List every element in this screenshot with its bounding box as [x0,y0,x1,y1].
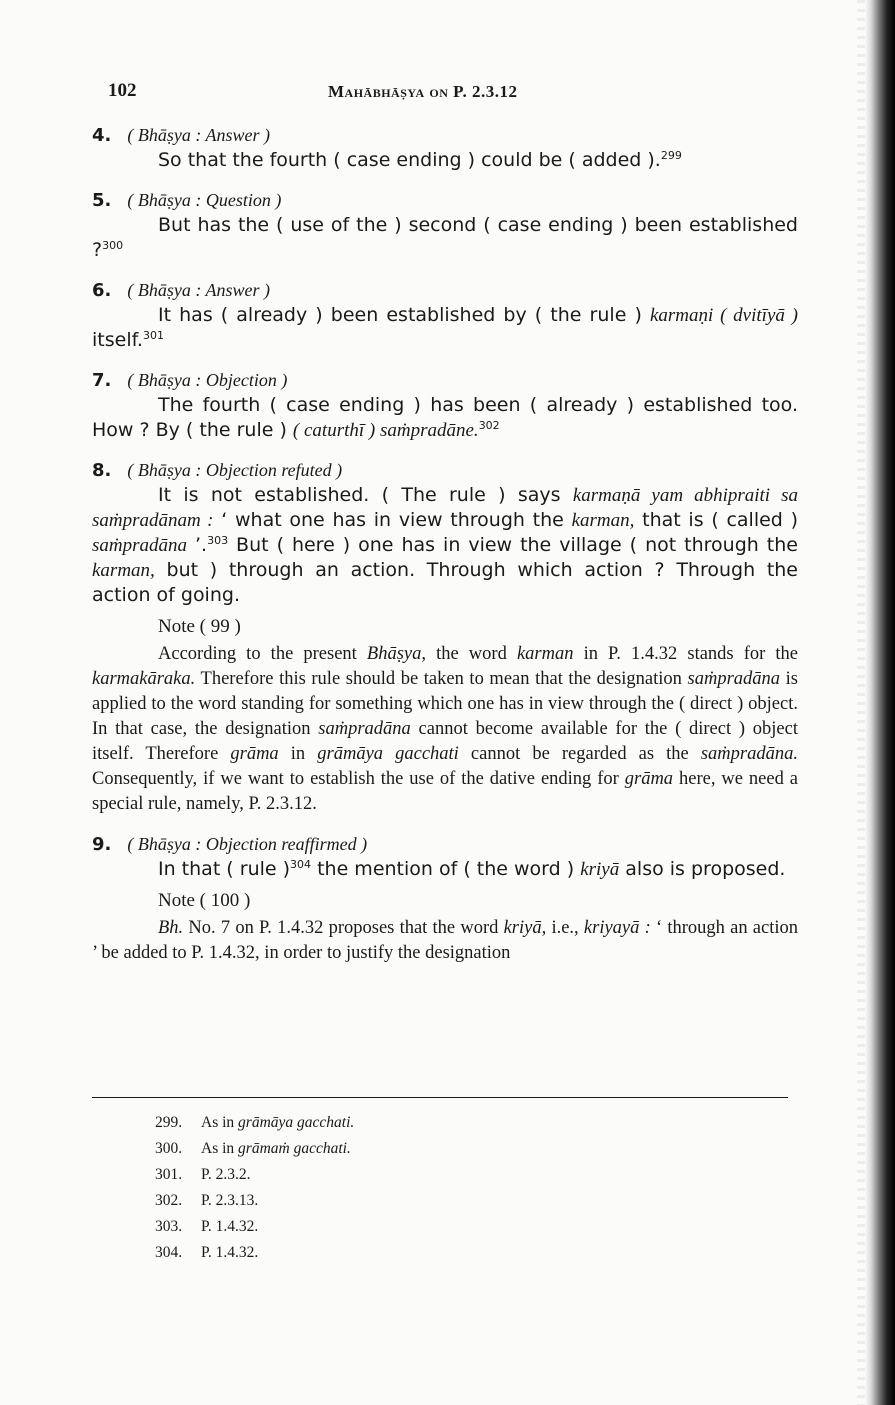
note-paragraph [92,916,798,966]
sanskrit-term: karmakāraka. [92,669,196,689]
page-number: 102 [108,80,137,101]
section-label: ( Bhāṣya : Objection reaffirmed ) [127,834,368,854]
footnote-number: 302. [155,1192,183,1209]
section-heading [92,831,798,857]
section-heading [92,187,798,213]
section-heading [92,457,798,483]
note-text: the word [426,644,517,664]
footnote [155,1162,655,1188]
note-text: is applied to the word standing for something which one has in view through the ( direct ) object. In that case, the designation [92,669,798,739]
scan-shadow [857,0,865,1405]
note-text: Therefore this rule should be taken to mean that the designation [195,669,688,689]
footnote-text: As in [201,1114,239,1131]
paragraph-text: But has the ( use of the ) second ( case ending ) been established ? [92,214,798,261]
paragraph-text: that is ( called ) [634,509,798,531]
footnote-number: 300. [155,1140,183,1157]
footnote-ref: 300 [102,239,124,252]
footnote-italic: grāmāya gacchati. [238,1114,355,1131]
note-text: ‘ through an action ’ be added to P. 1.4.32, in order to justify the designation [92,918,799,963]
section-5 [92,187,798,263]
running-title: Mahābhāṣya on P. 2.3.12 [328,82,518,101]
footnote-divider [92,1097,788,1098]
paragraph-text: But ( here ) one has in view the village ( not through the [228,534,798,556]
paragraph-text: ‘ what one has in view through the [213,509,572,531]
section-9 [92,831,798,966]
note-paragraph [92,642,798,817]
footnote-text: P. 2.3.13. [201,1192,259,1209]
note-text: cannot become available for the ( direct ) object itself. Therefore [92,719,798,764]
sanskrit-term: saṁpradāna [318,719,411,739]
sanskrit-term: kriyā [580,859,620,880]
section-label: ( Bhāṣya : Question ) [127,190,282,210]
sanskrit-term: karmaṇā yam abhipraiti sa saṁpradānam : [92,485,798,531]
footnote-text: As in [201,1140,239,1157]
section-number: 9. [92,834,112,855]
sanskrit-term: karman [516,644,574,664]
note-text: in [278,744,318,764]
footnote [155,1136,655,1162]
sanskrit-term: Bh. [158,918,184,938]
footnote-text: P. 1.4.32. [201,1218,259,1235]
section-paragraph [92,393,798,443]
sanskrit-term: kriyayā : [583,918,651,938]
paragraph-text: the mention of ( the word ) [311,858,581,880]
footnote-ref: 304 [290,858,312,871]
note-text: No. 7 on P. 1.4.32 proposes that the word [183,918,504,938]
sanskrit-term: grāma [624,769,674,789]
note-text: i.e., [546,918,584,938]
footnote [155,1214,655,1240]
footnote-number: 301. [155,1166,183,1183]
sanskrit-term: ( caturthī ) saṁpradāne. [292,420,479,441]
footnote-ref: 302 [478,419,500,432]
paragraph-text: It has ( already ) been established by ( the rule ) [158,304,650,326]
sanskrit-term: saṁpradāna [687,669,781,689]
note-text: cannot be regarded as the [458,744,701,764]
section-number: 5. [92,190,112,211]
note-text: here, we need a special rule, namely, P. 2.3.12. [92,769,798,814]
section-label: ( Bhāṣya : Answer ) [127,280,271,300]
sanskrit-term: saṁpradāna [92,535,188,556]
paragraph-text: also is proposed. [619,858,786,880]
sanskrit-term: kriyā, [503,918,547,938]
section-number: 6. [92,280,112,301]
sanskrit-term: grāma [230,744,279,764]
footnote [155,1110,655,1136]
paragraph-text: but ) through an action. Through which action ? Through the action of going. [92,559,798,606]
section-4 [92,122,798,173]
footnote-number: 303. [155,1218,183,1235]
section-paragraph [92,483,798,608]
section-paragraph [92,213,798,263]
note-text: According to the present [158,644,367,664]
paragraph-text: ’. [187,534,208,556]
footnotes [155,1110,655,1266]
section-heading [92,367,798,393]
section-heading [92,122,798,148]
paragraph-text: It is not established. ( The rule ) says [158,484,573,506]
sanskrit-term: karmaṇi ( dvitīyā ) [649,305,798,326]
paragraph-text: So that the fourth ( case ending ) could be ( added ). [158,149,661,171]
page-header [108,80,798,106]
paragraph-text: itself. [92,329,143,351]
section-number: 4. [92,125,112,146]
note-title: Note ( 100 ) [158,890,251,911]
sanskrit-term: Bhāṣya, [366,644,426,664]
note-text: in P. 1.4.32 stands for the [573,644,799,664]
section-paragraph [92,857,798,882]
section-6 [92,277,798,353]
footnote-ref: 303 [207,534,229,547]
section-label: ( Bhāṣya : Objection ) [127,370,288,390]
section-heading [92,277,798,303]
footnote [155,1188,655,1214]
footnote-number: 299. [155,1114,183,1131]
sanskrit-term: karman, [571,510,635,531]
footnote-ref: 301 [142,329,164,342]
note-text: Consequently, if we want to establish the use of the dative ending for [92,769,625,789]
section-7 [92,367,798,443]
section-number: 8. [92,460,112,481]
footnote-text: P. 2.3.2. [201,1166,251,1183]
section-paragraph [92,303,798,353]
paragraph-text: The fourth ( case ending ) has been ( already ) established too. How ? By ( the rule ) [92,394,798,441]
sanskrit-term: karman, [92,560,155,581]
note-title: Note ( 99 ) [158,616,241,637]
section-label: ( Bhāṣya : Objection refuted ) [127,460,343,480]
main-text [92,122,798,980]
book-spine-edge [865,0,895,1405]
section-paragraph [92,148,798,173]
footnote-ref: 299 [660,149,682,162]
sanskrit-term: saṁpradāna. [700,744,798,764]
sanskrit-term: grāmāya gacchati [317,744,459,764]
footnote-text: P. 1.4.32. [201,1244,259,1261]
section-number: 7. [92,370,112,391]
footnote-number: 304. [155,1244,183,1261]
footnote-italic: grāmaṁ gacchati. [238,1140,351,1157]
section-label: ( Bhāṣya : Answer ) [127,125,271,145]
footnote [155,1240,655,1266]
section-8 [92,457,798,817]
paragraph-text: In that ( rule ) [158,858,291,880]
